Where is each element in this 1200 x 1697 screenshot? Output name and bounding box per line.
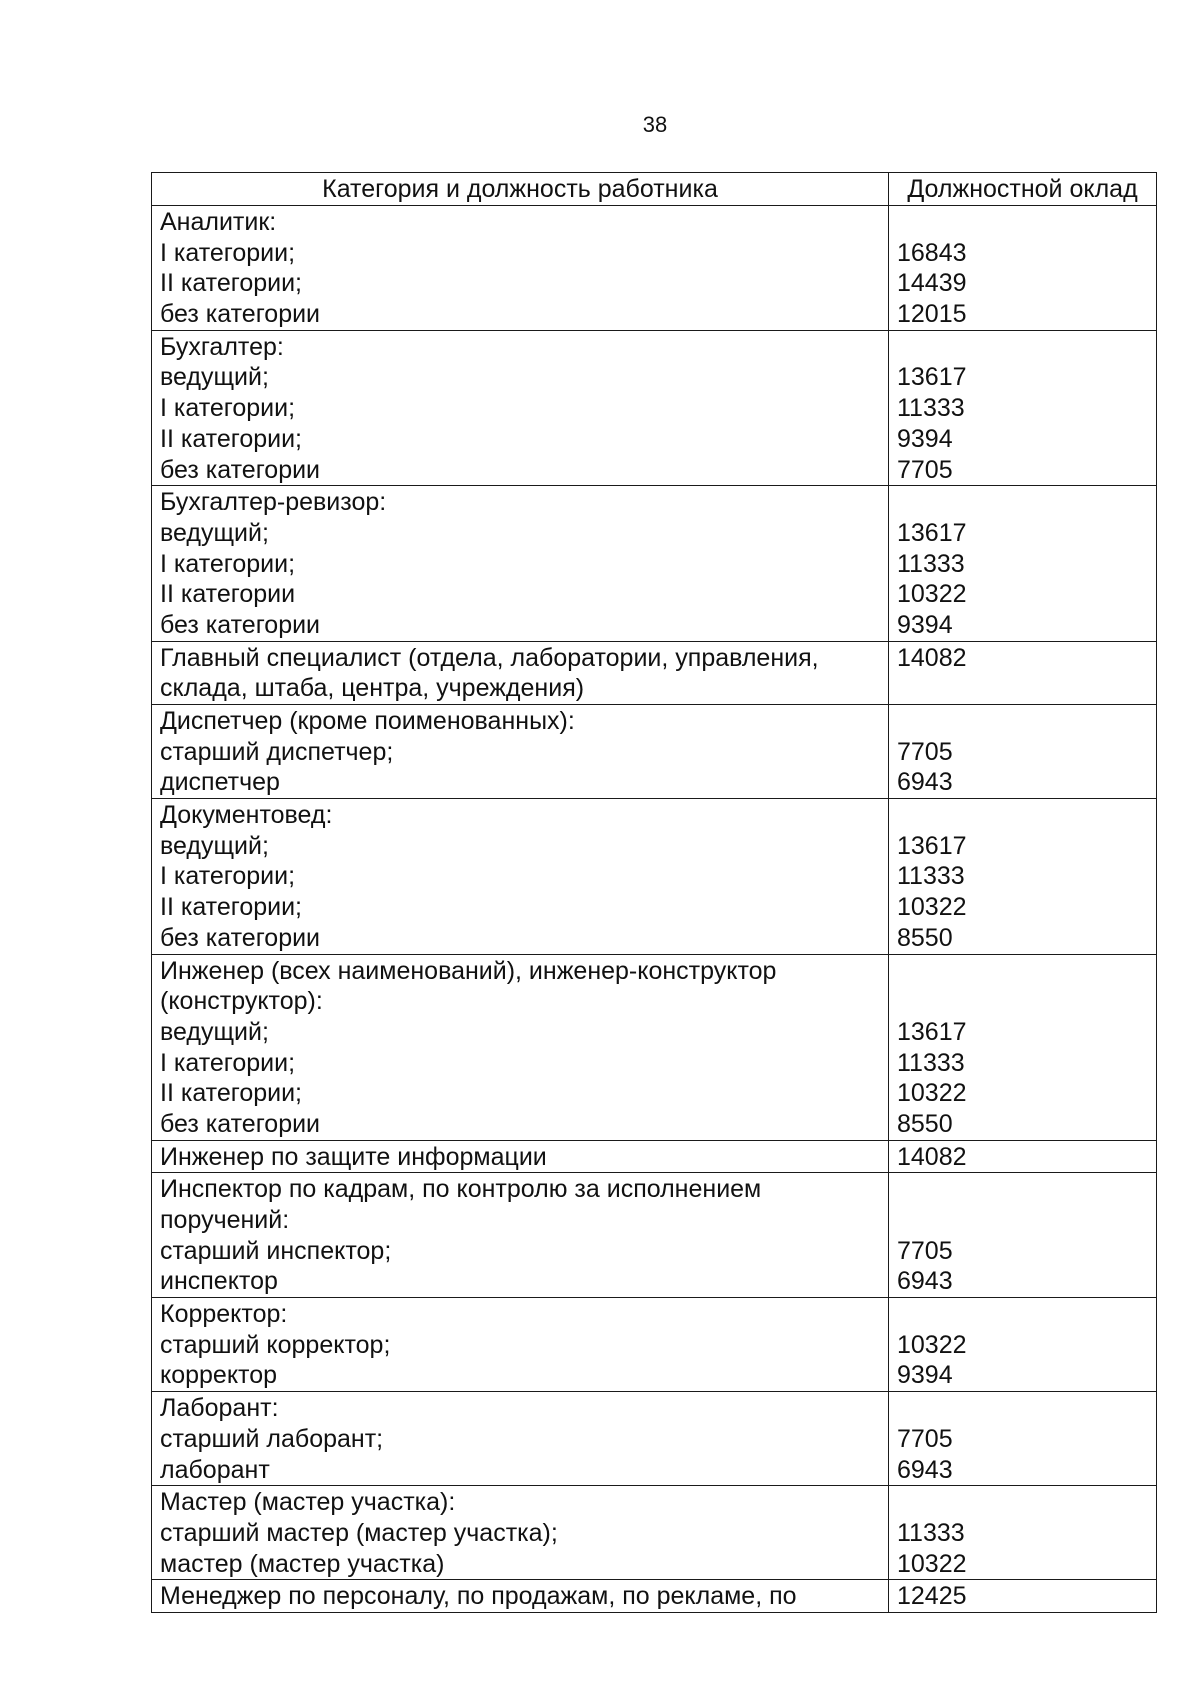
salary-value: 11333: [897, 549, 965, 578]
salary-value: [897, 207, 1148, 238]
position-line: I категории;: [160, 394, 296, 423]
position-line: ведущий;: [160, 518, 269, 547]
page-number: 38: [642, 112, 668, 137]
salary-value: 7705: [897, 1236, 953, 1265]
position-line: ведущий;: [160, 1017, 269, 1046]
position-line: I категории;: [160, 549, 296, 578]
position-line: Диспетчер (кроме поименованных):: [160, 707, 575, 735]
position-line: II категории;: [160, 1079, 303, 1108]
position-cell: [152, 1298, 889, 1392]
salary-value: 6943: [897, 1267, 953, 1296]
salary-cell: [889, 1298, 1157, 1392]
position-cell: [152, 1173, 889, 1298]
position-line: поручений:: [160, 1206, 290, 1234]
table-row: [152, 954, 1157, 1140]
salary-value: 16843: [897, 238, 967, 267]
salary-cell: [889, 1486, 1157, 1580]
salary-value: [897, 986, 1148, 1017]
table-row: [152, 1580, 1157, 1613]
header-position: Категория и должность работника: [152, 173, 889, 206]
salary-cell: [889, 1140, 1157, 1173]
position-line: II категории;: [160, 893, 303, 922]
position-cell: [152, 1580, 889, 1613]
position-line: Аналитик:: [160, 208, 277, 236]
salary-value: 10322: [897, 1330, 967, 1359]
position-line: ведущий;: [160, 363, 269, 392]
position-line: I категории;: [160, 238, 296, 267]
salary-value: 11333: [897, 862, 965, 891]
salary-cell: [889, 705, 1157, 799]
position-line: I категории;: [160, 862, 296, 891]
salary-value: [897, 1487, 1148, 1518]
salary-value: 6943: [897, 1455, 953, 1484]
salary-value: 7705: [897, 1424, 953, 1453]
salary-value: 7705: [897, 737, 953, 766]
salary-value: 13617: [897, 831, 967, 860]
salary-value: 10322: [897, 1079, 967, 1108]
salary-cell: [889, 954, 1157, 1140]
position-line: Бухгалтер-ревизор:: [160, 488, 387, 517]
table-row: [152, 1486, 1157, 1580]
salary-value: 10322: [897, 580, 967, 609]
salary-value: 11333: [897, 394, 965, 423]
table-header-row: [152, 173, 1157, 206]
salary-value: [897, 706, 1148, 737]
position-line: II категории: [160, 580, 296, 609]
table-row: [152, 1140, 1157, 1173]
salary-cell: [889, 206, 1157, 331]
position-line: инспектор: [160, 1267, 278, 1296]
position-line: II категории;: [160, 269, 303, 298]
salary-value: 13617: [897, 363, 967, 392]
salary-value: 10322: [897, 893, 967, 922]
salary-value: 8550: [897, 1109, 953, 1138]
salary-cell: [889, 486, 1157, 641]
salary-value: [897, 673, 1148, 704]
position-line: без категории: [160, 1109, 321, 1138]
position-cell: [152, 486, 889, 641]
position-line: Документовед:: [160, 801, 333, 830]
salary-cell: [889, 799, 1157, 954]
salary-value: 12425: [897, 1582, 967, 1611]
salary-value: 9394: [897, 610, 953, 639]
salary-value: 13617: [897, 1017, 967, 1046]
salary-value: [897, 1299, 1148, 1330]
position-line: без категории: [160, 455, 321, 484]
position-line: лаборант: [160, 1455, 270, 1484]
table-row: [152, 1298, 1157, 1392]
salary-value: 11333: [897, 1518, 965, 1547]
salary-value: 10322: [897, 1549, 967, 1578]
position-line: старший инспектор;: [160, 1236, 392, 1265]
table-body: [152, 206, 1157, 1613]
position-cell: [152, 954, 889, 1140]
position-line: без категории: [160, 610, 321, 639]
salary-value: [897, 1205, 1148, 1236]
salary-value: [897, 487, 1148, 518]
position-line: Лаборант:: [160, 1394, 279, 1423]
table-row: [152, 1392, 1157, 1486]
position-line: Главный специалист (отдела, лаборатории, управления,: [160, 643, 819, 672]
salary-value: 13617: [897, 518, 967, 547]
salary-cell: [889, 1173, 1157, 1298]
position-line: Инспектор по кадрам, по контролю за исполнением: [160, 1175, 762, 1204]
salary-value: [897, 956, 1148, 987]
position-line: склада, штаба, центра, учреждения): [160, 674, 585, 703]
position-line: без категории: [160, 923, 321, 952]
salary-cell: [889, 1392, 1157, 1486]
salary-value: [897, 800, 1148, 831]
salary-value: 8550: [897, 923, 953, 952]
position-line: (конструктор):: [160, 987, 323, 1016]
table-row: [152, 641, 1157, 704]
position-cell: [152, 705, 889, 799]
salary-value: [897, 1393, 1148, 1424]
position-cell: [152, 1392, 889, 1486]
salary-value: 7705: [897, 455, 953, 484]
position-line: старший корректор;: [160, 1330, 391, 1359]
position-line: старший лаборант;: [160, 1424, 384, 1453]
position-cell: [152, 799, 889, 954]
salary-value: 9394: [897, 1361, 953, 1390]
salary-cell: [889, 641, 1157, 704]
position-cell: [152, 641, 889, 704]
salary-value: 14082: [897, 643, 967, 672]
position-line: Мастер (мастер участка):: [160, 1488, 456, 1517]
salary-value: 11333: [897, 1048, 965, 1077]
salary-cell: [889, 1580, 1157, 1613]
table-row: [152, 486, 1157, 641]
position-line: Инженер (всех наименований), инженер-конструктор: [160, 956, 777, 985]
position-cell: [152, 1486, 889, 1580]
salary-value: 12015: [897, 300, 967, 329]
salary-value: 14439: [897, 269, 967, 298]
position-line: ведущий;: [160, 831, 269, 860]
salary-value: 6943: [897, 768, 953, 797]
position-line: без категории: [160, 300, 321, 329]
table-row: [152, 705, 1157, 799]
position-cell: [152, 1140, 889, 1173]
table-row: [152, 330, 1157, 485]
position-line: корректор: [160, 1361, 278, 1390]
table-row: [152, 206, 1157, 331]
salary-value: 9394: [897, 424, 953, 453]
position-line: мастер (мастер участка): [160, 1549, 445, 1578]
position-cell: [152, 206, 889, 331]
position-line: II категории;: [160, 424, 303, 453]
salary-table: [151, 172, 1157, 1613]
position-line: старший мастер (мастер участка);: [160, 1518, 558, 1547]
position-line: Бухгалтер:: [160, 332, 284, 361]
position-cell: [152, 330, 889, 485]
salary-cell: [889, 330, 1157, 485]
table-row: [152, 799, 1157, 954]
position-line: Инженер по защите информации: [160, 1142, 547, 1171]
position-line: старший диспетчер;: [160, 737, 394, 766]
position-line: Менеджер по персоналу, по продажам, по рекламе, по: [160, 1582, 797, 1611]
position-line: I категории;: [160, 1048, 296, 1077]
salary-value: [897, 332, 1148, 363]
salary-value: [897, 1174, 1148, 1205]
position-line: Корректор:: [160, 1300, 288, 1329]
table-row: [152, 1173, 1157, 1298]
position-line: диспетчер: [160, 768, 280, 797]
salary-value: 14082: [897, 1142, 967, 1171]
header-salary: Должностной оклад: [889, 173, 1157, 206]
